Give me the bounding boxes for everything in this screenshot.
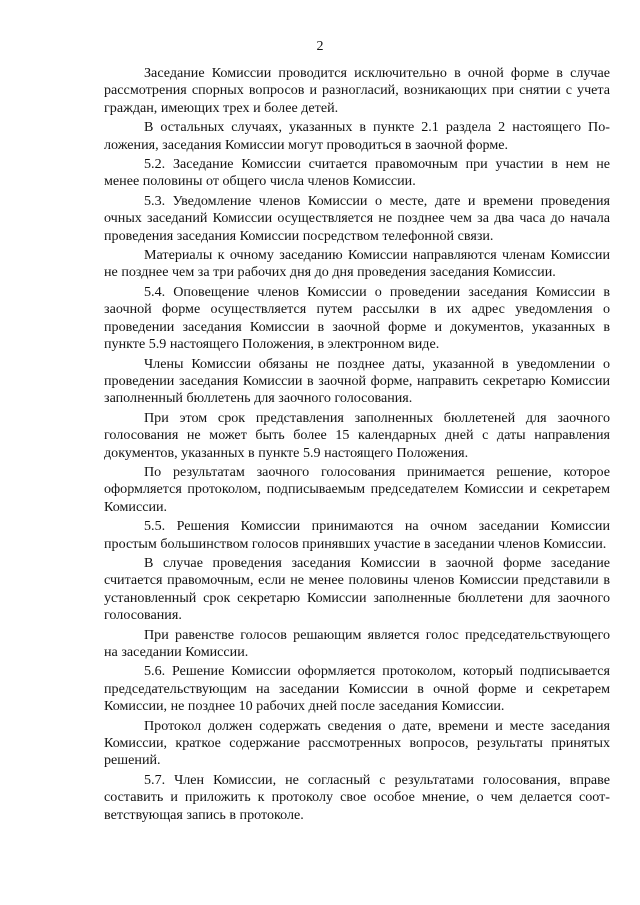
paragraph-5-6-protocol: 5.6. Решение Комиссии оформляется протоколом, который подписывается председательствующим на заседании Комиссии в очной форме и секретарем Комиссии, не позднее 10 рабочих дней после заседания Комиссии. (104, 663, 610, 715)
paragraph-5-5-decisions: 5.5. Решения Комиссии принимаются на очном заседании Комиссии простым большинством голосов принявших участие в заседании членов Комиссии. (104, 518, 610, 552)
document-body (104, 65, 610, 826)
paragraph-members-obliged: Члены Комиссии обязаны не позднее даты, указанной в уведомлении о проведении заседания Комиссии в заочной форме, направить секретарю Комиссии заполненный бюллетень для заочного голосования. (104, 355, 610, 407)
paragraph-5-3-notification: 5.3. Уведомление членов Комиссии о месте, дате и времени проведения очных заседаний Комиссии осуществляется не позднее чем за два часа до начала проведения заседания Комиссии посредством телефонной связи. (104, 192, 610, 244)
paragraph-voting-results: По результатам заочного голосования принимается решение, которое оформляется протоколом, подписываемым председателем Комиссии и секретарем Комиссии. (104, 463, 610, 515)
paragraph-protocol-contents: Протокол должен содержать сведения о дате, времени и месте заседания Комиссии, краткое содержание рассмотренных вопросов, результаты принятых решений. (104, 717, 610, 769)
paragraph-absentee-quorum: В случае проведения заседания Комиссии в заочной форме заседание считается правомочным, если не менее половины членов Комиссии представили в установленный срок секретарю Комиссии заполненные бюллетени для заочного голосования. (104, 554, 610, 624)
paragraph-5-2-quorum: 5.2. Заседание Комиссии считается правомочным при участии в нем не менее половины от общего числа членов Комиссии. (104, 156, 610, 190)
paragraph-5-4-absentee-notice: 5.4. Оповещение членов Комиссии о проведении заседания Комиссии в заочной форме осуществляется путем рассылки в их адрес уведомления о проведении заседания Комиссии в заочной форме и документов, указанных в пункте 5.9 настоящего Положения, в электронном виде. (104, 283, 610, 353)
paragraph-ballot-deadline: При этом срок представления заполненных бюллетеней для заочного голосования не может быть более 15 календарных дней с даты направления документов, указанных в пункте 5.9 настоящего Положения. (104, 409, 610, 461)
paragraph-other-cases: В остальных случаях, указанных в пункте 2.1 раздела 2 настоящего Положения, заседания Комиссии могут проводиться в заочной форме. (104, 119, 610, 153)
paragraph-meeting-form: Заседание Комиссии проводится исключительно в очной форме в случае рассмотрения спорных вопросов и разногласий, возникающих при снятии с учета граждан, имеющих трех и более детей. (104, 65, 610, 116)
paragraph-5-7-dissent: 5.7. Член Комиссии, не согласный с результатами голосования, вправе составить и приложить к протоколу свое особое мнение, о чем делается соответствующая запись в протоколе. (104, 771, 610, 823)
page-number: 2 (316, 39, 324, 54)
paragraph-tie-vote: При равенстве голосов решающим является голос председательствующего на заседании Комиссии. (104, 626, 610, 660)
paragraph-materials: Материалы к очному заседанию Комиссии направляются членам Комиссии не позднее чем за три рабочих дня до дня проведения заседания Комиссии. (104, 247, 610, 281)
